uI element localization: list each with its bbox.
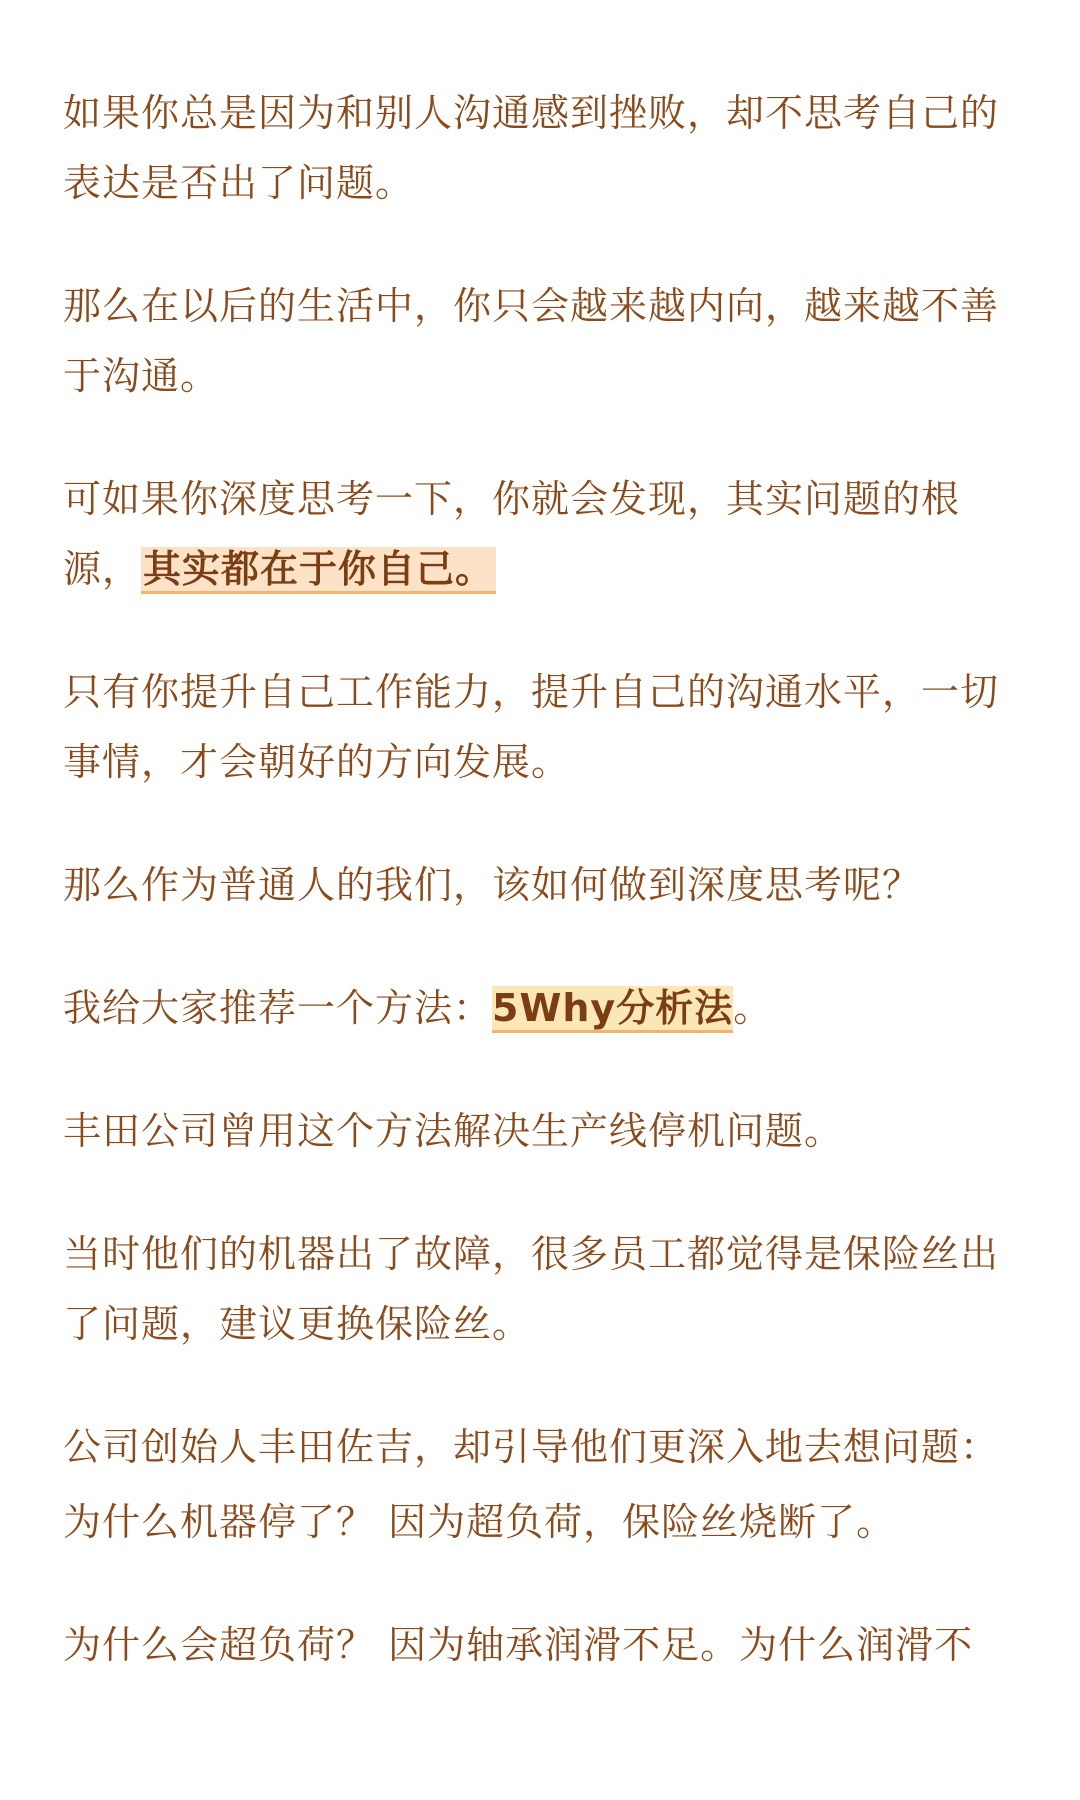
paragraph-6-end: 。 (733, 986, 773, 1030)
paragraph-5: 那么作为普通人的我们，该如何做到深度思考呢？ (63, 863, 922, 907)
paragraph-4: 只有你提升自己工作能力，提升自己的沟通水平，一切事情，才会朝好的方向发展。 (63, 670, 1000, 784)
paragraph-1: 如果你总是因为和别人沟通感到挫败，却不思考自己的表达是否出了问题。 (63, 91, 1000, 205)
paragraph-2: 那么在以后的生活中，你只会越来越内向，越来越不善于沟通。 (63, 284, 1000, 398)
paragraph-7: 丰田公司曾用这个方法解决生产线停机问题。 (63, 1109, 844, 1153)
highlight-5why-method: 5Why分析法 (492, 986, 733, 1033)
paragraph-3 (63, 464, 1023, 604)
highlight-root-cause: 其实都在于你自己。 (141, 547, 496, 594)
paragraph-9: 公司创始人丰田佐吉，却引导他们更深入地去想问题： (63, 1425, 1000, 1469)
paragraph-8: 当时他们的机器出了故障，很多员工都觉得是保险丝出了问题，建议更换保险丝。 (63, 1232, 1000, 1346)
article-body (63, 78, 1023, 1733)
paragraph-3-text: 可如果你深度思考一下，你就会发现，其实问题的根源， (63, 477, 961, 591)
paragraph-11: 为什么会超负荷？ 因为轴承润滑不足。为什么润滑不 (63, 1623, 974, 1667)
paragraph-6 (63, 973, 1023, 1043)
paragraph-10: 为什么机器停了？ 因为超负荷，保险丝烧断了。 (63, 1500, 896, 1544)
paragraph-6-text: 我给大家推荐一个方法： (63, 986, 493, 1030)
